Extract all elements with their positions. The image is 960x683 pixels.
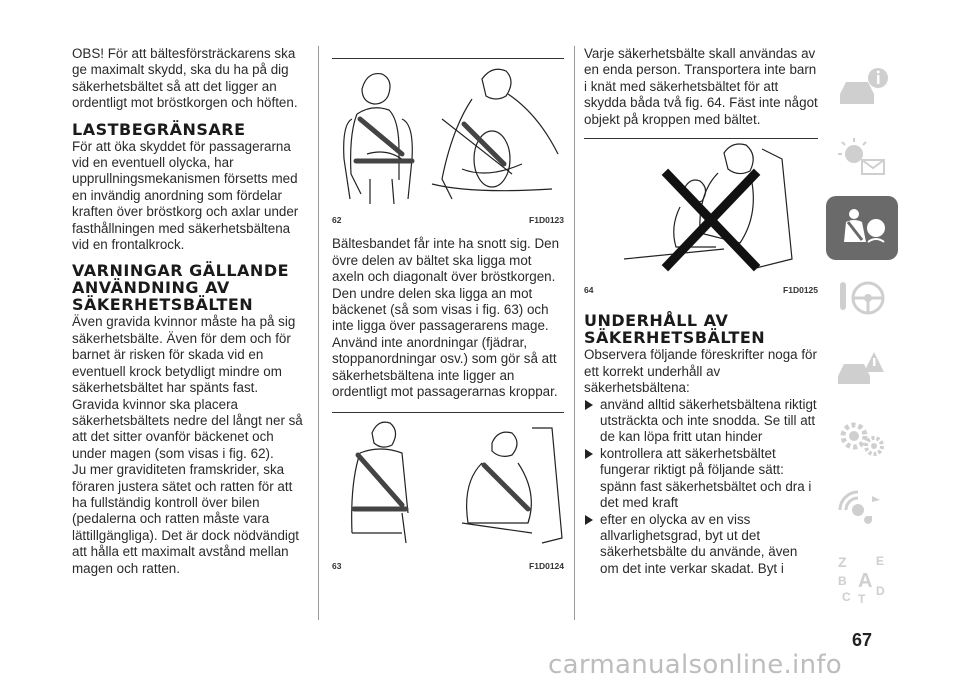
tab-safety[interactable]: [826, 196, 898, 260]
heading-varningar: VARNINGAR GÄLLANDE ANVÄNDNING AV SÄKERHETSBÄLTEN: [72, 261, 290, 315]
paragraph-baltesbandet: Bältesbandet får inte ha snott sig. Den övre delen av bältet ska ligga mot axeln och diagonalt över bröstkorgen. Den undre delen ska ligga an mot bäckenet (så som visas i fig. 63) och inte ligga över passagerarens mage. Använd inte anordningar (fjädrar, stoppanordningar osv.) som gör så att säkerhetsbältena inte ligger an ordentligt mot passagerarnas kroppar.: [332, 236, 560, 400]
list-item-text: efter en olycka av en viss allvarlighetsgrad, byt ut det säkerhetsbälte du använde, även om det inte verkar skadat. Byt i: [600, 511, 798, 576]
column-divider: [318, 46, 319, 620]
list-item: [584, 397, 818, 446]
tab-multimedia[interactable]: [826, 476, 898, 540]
figure-64: [584, 138, 818, 298]
figure-62: [332, 58, 564, 228]
bullet-icon: [584, 514, 594, 526]
seatbelt-airbag-icon: [834, 206, 890, 250]
paragraph-varje: Varje säkerhetsbälte skall användas av en enda person. Transportera inte barn i knät med säkerhetsbältet för att skydda båda två fig. 64. Fäst inte något objekt på kroppen med bältet.: [584, 46, 818, 127]
paragraph-observera: Observera följande föreskrifter noga för ett korrekt underhåll av säkerhetsbältena:: [584, 347, 817, 396]
svg-text:Z: Z: [838, 554, 847, 570]
column-left: [72, 46, 304, 577]
child-on-lap-prohibited-illustration: [584, 139, 818, 279]
bullet-icon: [584, 448, 594, 460]
intro-paragraph: OBS! För att bältesförsträckarens ska ge maximalt skydd, ska du ha på dig säkerhetsbältet så att det ligger an ordentligt mot bröstkorgen och höften.: [72, 46, 298, 111]
car-crash-icon: [834, 346, 890, 390]
heading-underhall: UNDERHÅLL AV SÄKERHETSBÄLTEN: [584, 311, 766, 348]
figure-number: 62: [332, 215, 342, 225]
pregnant-seatbelt-illustration: [332, 59, 564, 209]
warning-lights-icon: [834, 136, 890, 180]
svg-text:A: A: [858, 570, 873, 592]
heading-lastbegransare: LASTBEGRÄNSARE: [72, 119, 246, 139]
bullet-icon: [584, 399, 594, 411]
column-divider: [574, 46, 575, 620]
list-item: [584, 446, 818, 512]
tab-emergency[interactable]: [826, 336, 898, 400]
column-middle: [332, 58, 564, 575]
figure-code: F1D0123: [529, 215, 564, 225]
list-item-text: använd alltid säkerhetsbältena riktigt utsträckta och inte snodda. Se till att de kan löpa fritt utan hinder: [600, 396, 817, 445]
tab-starting-driving[interactable]: [826, 266, 898, 330]
list-item-text: kontrollera att säkerhetsbältet fungerar riktigt på följande sätt: spänn fast säkerhetsbältet och dra i det med kraft: [600, 445, 812, 511]
figure-number: 63: [332, 561, 342, 572]
tab-maintenance[interactable]: [826, 406, 898, 470]
page-number: 67: [852, 630, 873, 650]
tab-warning-lights[interactable]: [826, 126, 898, 190]
figure-code: F1D0124: [529, 561, 564, 572]
watermark: carmanualsonline.info: [548, 650, 843, 680]
correct-belt-position-illustration: [332, 413, 564, 555]
svg-text:E: E: [876, 554, 885, 568]
list-item: [584, 512, 818, 578]
multimedia-icon: [834, 486, 890, 530]
figure-63: [332, 412, 564, 574]
figure-number: 64: [584, 285, 594, 296]
svg-text:T: T: [858, 592, 866, 605]
paragraph-varningar: Även gravida kvinnor måste ha på sig säkerhetsbälte. Även för dem och för barnet är risken för skada vid en eventuell krock betydligt mindre om säkerhetsbältet har spänts fast. Gravida kvinnor ska placera säkerhetsbältets nedre del långt ner så att det sitter ovanför bäckenet och under magen (som visas i fig. 62).: [72, 314, 303, 461]
alphabetical-index-icon: [834, 551, 890, 605]
maintenance-gears-icon: [834, 416, 890, 460]
chapter-sidebar: [826, 56, 898, 616]
car-info-icon: [834, 66, 890, 110]
svg-text:D: D: [876, 584, 885, 598]
svg-text:C: C: [842, 590, 851, 604]
svg-text:B: B: [838, 574, 847, 588]
tab-car-info[interactable]: [826, 56, 898, 120]
paragraph-lastbegransare: För att öka skyddet för passagerarna vid en eventuell olycka, har upprullningsmekanismen försetts med en invändig anordning som fördelar kraften över bröstkorg och axlar under fasthållningen med säkerhetsbältena vid en frontalkrock.: [72, 138, 299, 253]
paragraph-graviditet: Ju mer graviditeten framskrider, ska föraren justera sätet och ratten för att ha fullständig kontroll över bilen (pedalerna och ratten måste vara lättillgängliga). Det är dock nödvändigt att hålla ett maximalt avstånd mellan magen och ratten.: [72, 462, 300, 576]
tab-index[interactable]: [826, 546, 898, 610]
steering-wheel-key-icon: [834, 276, 890, 320]
figure-code: F1D0125: [783, 285, 818, 296]
column-right: [584, 46, 818, 577]
